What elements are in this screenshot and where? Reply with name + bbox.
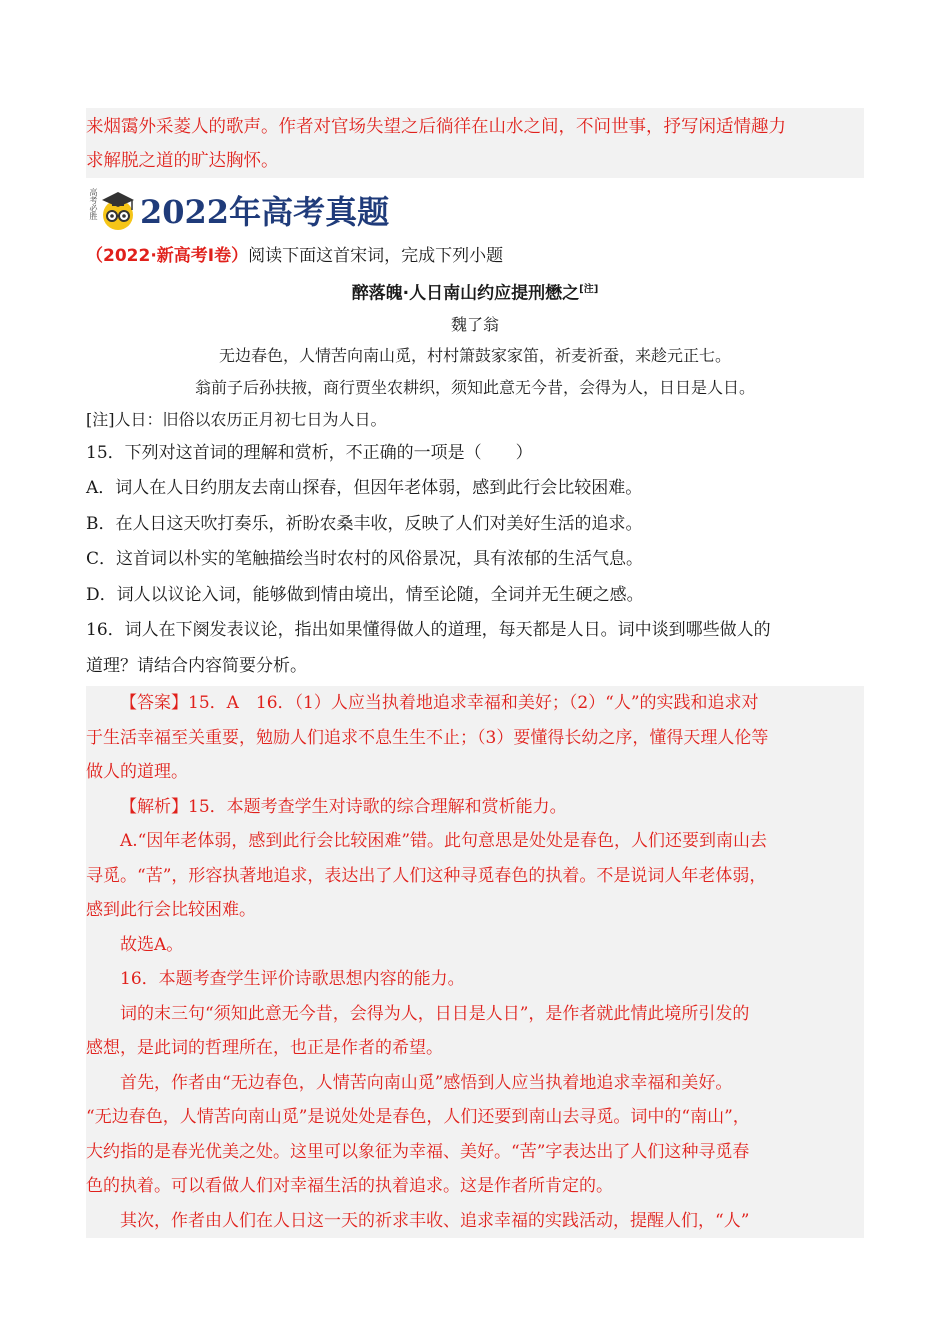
question-15: 15．下列对这首词的理解和赏析，不正确的一项是（ ） bbox=[86, 442, 533, 463]
explanation-line: 其次，作者由人们在人日这一天的祈求丰收、追求幸福的实践活动，提醒人们，“人” bbox=[120, 1210, 750, 1231]
poem-author: 魏了翁 bbox=[450, 314, 499, 334]
previous-analysis-block bbox=[86, 108, 864, 178]
logo-text: 高考必胜 bbox=[89, 188, 98, 220]
explanation-line: 大约指的是春光优美之处。这里可以象征为幸福、美好。“苦”字表达出了人们这种寻觅春 bbox=[86, 1141, 750, 1162]
option-b: B．在人日这天吹打奏乐，祈盼农桑丰收，反映了人们对美好生活的追求。 bbox=[86, 513, 643, 534]
answer-line: 【答案】15．A 16．（1）人应当执着地追求幸福和美好；（2）“人”的实践和追求对 bbox=[120, 693, 759, 714]
exam-logo-icon bbox=[86, 186, 138, 234]
explanation-line: 词的末三句“须知此意无今昔，会得为人，日日是人日”，是作者就此情此境所引发的 bbox=[120, 1003, 750, 1024]
poem-line: 翁前子后孙扶掖，商行贾坐农耕织，须知此意无今昔，会得为人，日日是人日。 bbox=[194, 377, 755, 397]
exam-source: （2022·新高考Ⅰ卷） bbox=[86, 246, 249, 266]
explanation-line: A.“因年老体弱，感到此行会比较困难”错。此句意思是处处是春色，人们还要到南山去 bbox=[120, 831, 768, 852]
explanation-line: 寻觅。“苦”，形容执著地追求，表达出了人们这种寻觅春色的执着。不是说词人年老体弱， bbox=[86, 865, 767, 886]
poem-title-note: [注] bbox=[579, 284, 599, 295]
explanation-line: 16．本题考查学生评价诗歌思想内容的能力。 bbox=[120, 969, 465, 990]
option-c: C．这首词以朴实的笔触描绘当时农村的风俗景况，具有浓郁的生活气息。 bbox=[86, 549, 644, 570]
poem-title bbox=[86, 274, 864, 310]
explanation-line: 色的执着。可以看做人们对幸福生活的执着追求。这是作者所肯定的。 bbox=[86, 1176, 613, 1197]
answer-block bbox=[86, 686, 864, 1238]
question-intro bbox=[86, 240, 864, 272]
question-16-cont: 道理？请结合内容简要分析。 bbox=[86, 655, 307, 676]
section-header bbox=[86, 182, 864, 238]
question-16: 16．词人在下阕发表议论，指出如果懂得做人的道理，每天都是人日。词中谈到哪些做人的 bbox=[86, 620, 771, 641]
explanation-line: “无边春色，人情苦向南山觅”是说处处是春色，人们还要到南山去寻觅。词中的“南山”， bbox=[86, 1107, 750, 1128]
explanation-line: 故选A。 bbox=[120, 934, 184, 955]
option-d: D．词人以议论入词，能够做到情由境出，情至论随，全词并无生硬之感。 bbox=[86, 584, 644, 605]
poem-line: 无边春色，人情苦向南山觅，村村箫鼓家家笛，祈麦祈蚕，来趁元正七。 bbox=[218, 345, 731, 365]
analysis-line: 来烟霭外采菱人的歌声。作者对官场失望之后徜徉在山水之间，不问世事，抒写闲适情趣力 bbox=[86, 117, 786, 137]
explanation-line: 首先，作者由“无边春色，人情苦向南山觅”感悟到人应当执着地追求幸福和美好。 bbox=[120, 1072, 733, 1093]
poem-title-text: 醉落魄·人日南山约应提刑懋之 bbox=[351, 283, 580, 304]
analysis-line: 求解脱之道的旷达胸怀。 bbox=[86, 151, 279, 171]
intro-text: 阅读下面这首宋词，完成下列小题 bbox=[248, 246, 504, 266]
explanation-line: 感到此行会比较困难。 bbox=[86, 900, 256, 921]
answer-line: 做人的道理。 bbox=[86, 762, 188, 783]
graduate-face-icon bbox=[98, 188, 138, 232]
poem-note: [注]人日：旧俗以农历正月初七日为人日。 bbox=[86, 409, 387, 429]
explanation-line: 【解析】15．本题考查学生对诗歌的综合理解和赏析能力。 bbox=[120, 796, 567, 817]
explanation-line: 感想，是此词的哲理所在，也正是作者的希望。 bbox=[86, 1038, 443, 1059]
option-a: A．词人在人日约朋友去南山探春，但因年老体弱，感到此行会比较困难。 bbox=[86, 478, 643, 499]
answer-line: 于生活幸福至关重要，勉励人们追求不息生生不止；（3）要懂得长幼之序，懂得天理人伦等 bbox=[86, 727, 769, 748]
document-page bbox=[86, 108, 864, 1238]
section-title: 2022年高考真题 bbox=[140, 193, 390, 231]
